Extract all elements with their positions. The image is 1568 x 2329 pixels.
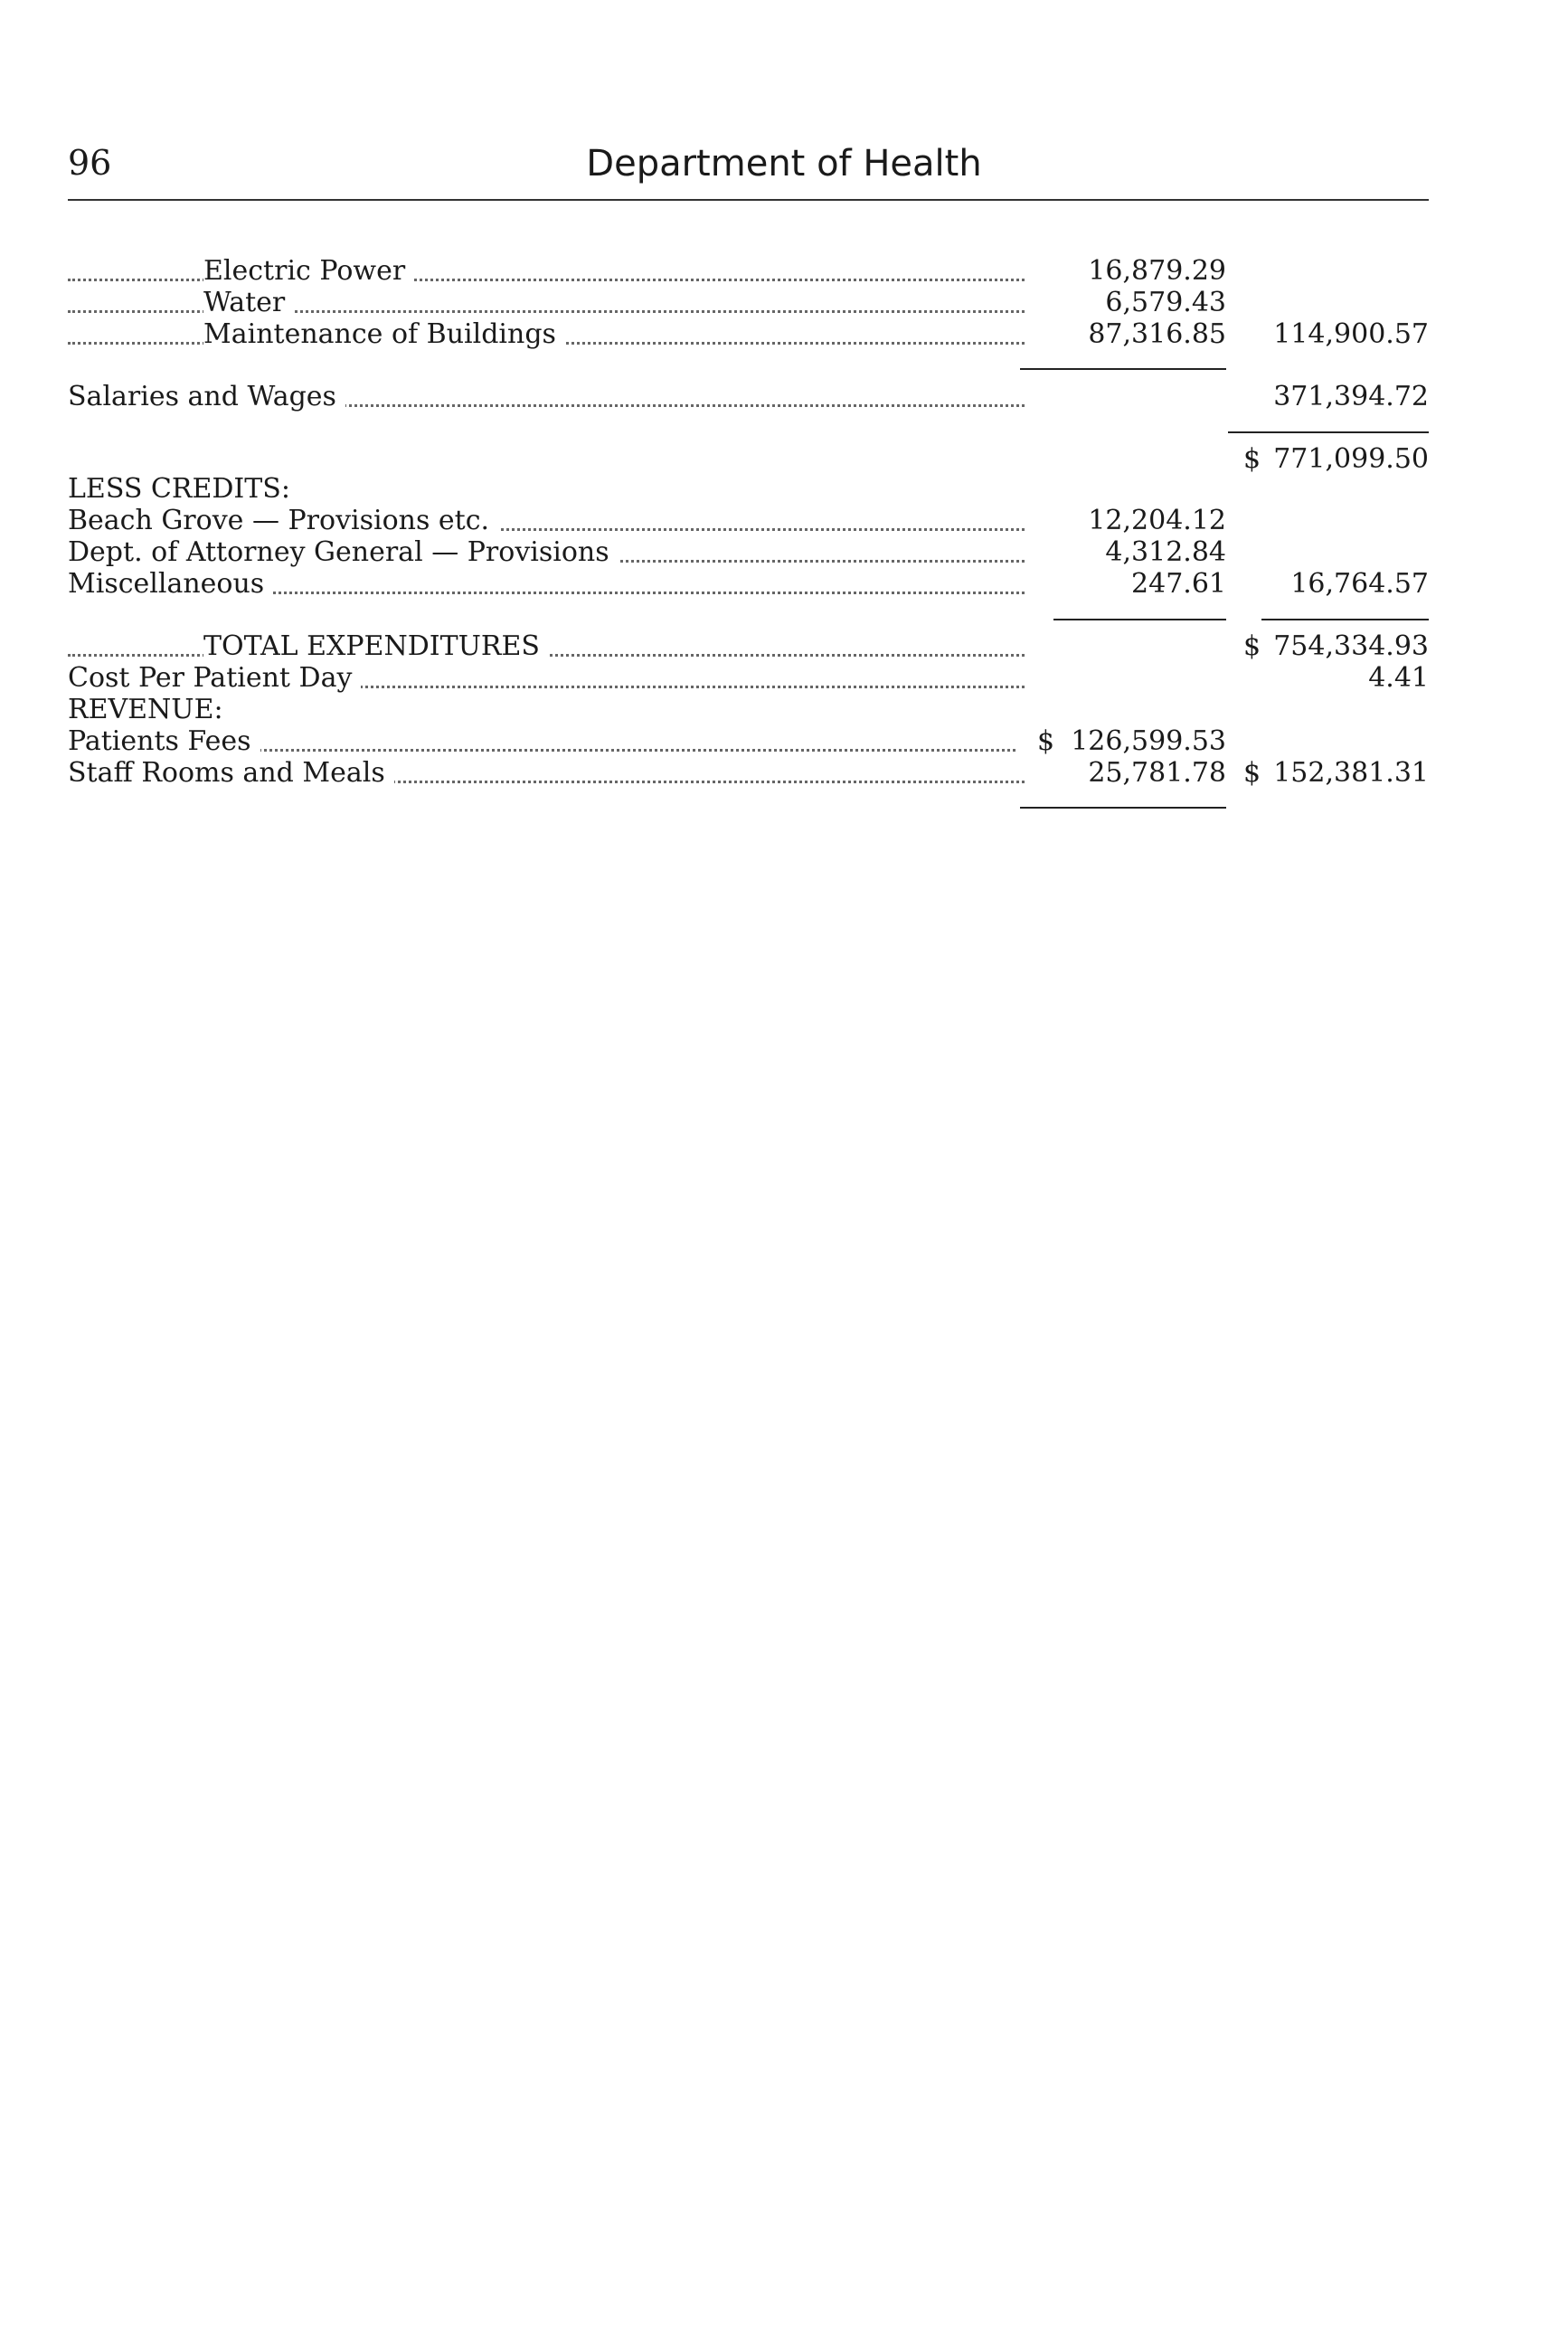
ledger-row-patients-fees xyxy=(0,725,1568,758)
ledger-row-water xyxy=(0,287,1568,319)
dollar-sign: $ xyxy=(1243,630,1261,662)
row-label: Patients Fees xyxy=(68,725,260,758)
ledger-row-beach-grove xyxy=(0,505,1568,537)
dollar-sign: $ xyxy=(1243,757,1261,789)
row-label: Salaries and Wages xyxy=(68,381,345,413)
ledger-row-salaries xyxy=(0,381,1568,413)
section-heading-revenue xyxy=(0,694,1568,726)
row-label: Dept. of Attorney General — Provisions xyxy=(68,536,619,569)
subtotal-value: 25,781.78 xyxy=(1088,757,1226,789)
page-title: Department of Health xyxy=(586,143,982,185)
section-heading-less-credits xyxy=(0,473,1568,506)
subtotal-value: 16,879.29 xyxy=(1088,255,1226,287)
total-rule xyxy=(1228,431,1429,433)
total-value: 4.41 xyxy=(1368,662,1429,694)
row-label: Water xyxy=(203,287,294,319)
ledger-row-miscellaneous xyxy=(0,568,1568,601)
ledger-row-electric-power xyxy=(0,255,1568,288)
section-heading: REVENUE: xyxy=(68,694,232,726)
subtotal-value: 126,599.53 xyxy=(1071,725,1226,757)
ledger-row-staff-rooms-meals xyxy=(0,757,1568,790)
section-heading: LESS CREDITS: xyxy=(68,473,299,506)
subtotal-rule xyxy=(1020,368,1226,370)
subtotal-rule xyxy=(1053,619,1226,620)
row-label: Miscellaneous xyxy=(68,568,273,601)
total-value: 114,900.57 xyxy=(1273,318,1429,350)
ledger-row-total-expenditures xyxy=(0,630,1568,663)
row-label: TOTAL EXPENDITURES xyxy=(203,630,549,663)
page-number: 96 xyxy=(68,143,112,183)
total-rule xyxy=(1261,619,1429,620)
total-value: 771,099.50 xyxy=(1273,443,1429,475)
total-value: 152,381.31 xyxy=(1273,757,1429,789)
row-label: Cost Per Patient Day xyxy=(68,662,361,695)
ledger-row-cost-per-patient-day xyxy=(0,662,1568,695)
ledger-row-gross-total xyxy=(0,443,1568,476)
ledger-row-attorney-general xyxy=(0,536,1568,569)
subtotal-rule xyxy=(1020,807,1226,809)
subtotal-value: 87,316.85 xyxy=(1088,318,1226,350)
subtotal-value: 12,204.12 xyxy=(1088,505,1226,536)
row-label: Maintenance of Buildings xyxy=(203,318,565,351)
row-label: Electric Power xyxy=(203,255,414,288)
subtotal-value: 247.61 xyxy=(1131,568,1226,600)
dollar-sign: $ xyxy=(1037,725,1055,757)
row-label: Beach Grove — Provisions etc. xyxy=(68,505,498,537)
ledger-row-maintenance xyxy=(0,318,1568,351)
dollar-sign: $ xyxy=(1243,443,1261,475)
total-value: 16,764.57 xyxy=(1290,568,1429,600)
subtotal-value: 6,579.43 xyxy=(1105,287,1226,318)
total-value: 371,394.72 xyxy=(1273,381,1429,412)
subtotal-value: 4,312.84 xyxy=(1105,536,1226,568)
total-value: 754,334.93 xyxy=(1273,630,1429,662)
row-label: Staff Rooms and Meals xyxy=(68,757,394,790)
